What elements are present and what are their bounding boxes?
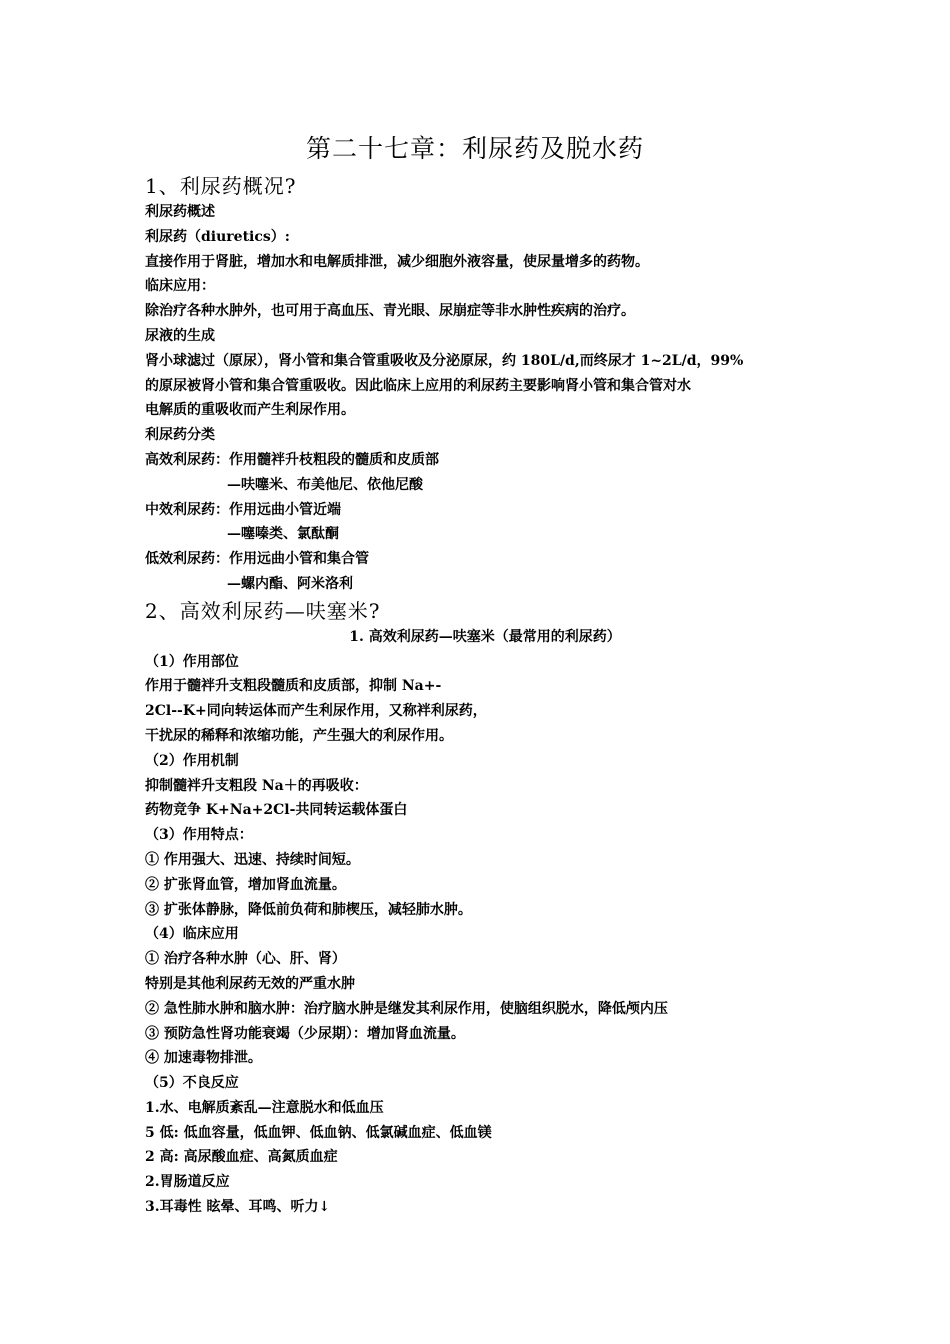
section-2-heading: 2、高效利尿药—呋塞米? bbox=[145, 598, 381, 623]
text-line: ④ 加速毒物排泄。 bbox=[145, 1050, 262, 1067]
text-line: 药物竞争 K+Na+2Cl-共同转运载体蛋白 bbox=[145, 802, 408, 819]
text-line: ③ 扩张体静脉，降低前负荷和肺楔压，减轻肺水肿。 bbox=[145, 901, 472, 918]
text-line: ② 急性肺水肿和脑水肿：治疗脑水肿是继发其利尿作用，使脑组织脱水，降低颅内压 bbox=[145, 1000, 668, 1017]
section-1-heading: 1、利尿药概况? bbox=[145, 174, 297, 198]
text-line: （4）临床应用 bbox=[145, 926, 239, 943]
page-title: 第二十七章：利尿药及脱水药 bbox=[305, 134, 644, 163]
drug-list-line: —噻嗪类、氯酞酮 bbox=[227, 526, 339, 543]
text-line: 临床应用： bbox=[145, 278, 215, 295]
text-line: 利尿药概述 bbox=[145, 204, 215, 220]
text-line: 直接作用于肾脏，增加水和电解质排泄，减少细胞外液容量，使尿量增多的药物。 bbox=[145, 253, 649, 270]
text-line: 利尿药（diuretics）: bbox=[145, 228, 290, 245]
drug-list-line: —螺内酯、阿米洛利 bbox=[227, 575, 353, 592]
text-line: 2Cl--K+同向转运体而产生利尿作用，又称袢利尿药， bbox=[145, 703, 487, 720]
text-line: 高效利尿药：作用髓袢升枝粗段的髓质和皮质部 bbox=[145, 451, 439, 468]
text-line: ③ 预防急性肾功能衰竭（少尿期）：增加肾血流量。 bbox=[145, 1025, 465, 1042]
text-line: （2）作用机制 bbox=[145, 752, 239, 769]
text-line: 2 高: 高尿酸血症、高氮质血症 bbox=[145, 1149, 338, 1166]
text-line: 尿液的生成 bbox=[145, 327, 215, 344]
section-2-subheading: 1. 高效利尿药—呋塞米（最常用的利尿药） bbox=[349, 628, 621, 645]
text-line: ① 治疗各种水肿（心、肝、肾） bbox=[145, 951, 346, 968]
text-line: （3）作用特点： bbox=[145, 827, 253, 844]
text-line: 肾小球滤过（原尿），肾小管和集合管重吸收及分泌原尿，约 180L/d,而终尿才 1~2L/d，99% bbox=[145, 352, 744, 369]
document-body bbox=[145, 172, 825, 1220]
drug-list-line: —呋噻米、布美他尼、依他尼酸 bbox=[227, 476, 423, 493]
text-line: 3.耳毒性 眩晕、耳鸣、听力↓ bbox=[145, 1199, 331, 1216]
text-line: 电解质的重吸收而产生利尿作用。 bbox=[145, 402, 355, 419]
text-line: 5 低: 低血容量，低血钾、低血钠、低氯碱血症、低血镁 bbox=[145, 1124, 492, 1141]
text-line: 2.胃肠道反应 bbox=[145, 1174, 230, 1191]
text-line: 利尿药分类 bbox=[145, 427, 215, 444]
text-line: 干扰尿的稀释和浓缩功能，产生强大的利尿作用。 bbox=[145, 727, 453, 744]
text-line: 除治疗各种水肿外，也可用于高血压、青光眼、尿崩症等非水肿性疾病的治疗。 bbox=[145, 303, 635, 320]
text-line: ① 作用强大、迅速、持续时间短。 bbox=[145, 851, 360, 868]
text-line: （1）作用部位 bbox=[145, 653, 239, 670]
text-line: 的原尿被肾小管和集合管重吸收。因此临床上应用的利尿药主要影响肾小管和集合管对水 bbox=[145, 377, 691, 394]
text-line: ② 扩张肾血管，增加肾血流量。 bbox=[145, 876, 346, 893]
text-line: 低效利尿药：作用远曲小管和集合管 bbox=[145, 551, 369, 568]
text-line: 特别是其他利尿药无效的严重水肿 bbox=[145, 975, 355, 992]
text-line: 作用于髓袢升支粗段髓质和皮质部，抑制 Na+- bbox=[145, 678, 442, 695]
text-line: （5）不良反应 bbox=[145, 1075, 239, 1092]
text-line: 抑制髓袢升支粗段 Na＋的再吸收： bbox=[145, 777, 368, 794]
text-line: 中效利尿药：作用远曲小管近端 bbox=[145, 501, 341, 518]
text-line: 1.水、电解质紊乱—注意脱水和低血压 bbox=[145, 1099, 384, 1116]
